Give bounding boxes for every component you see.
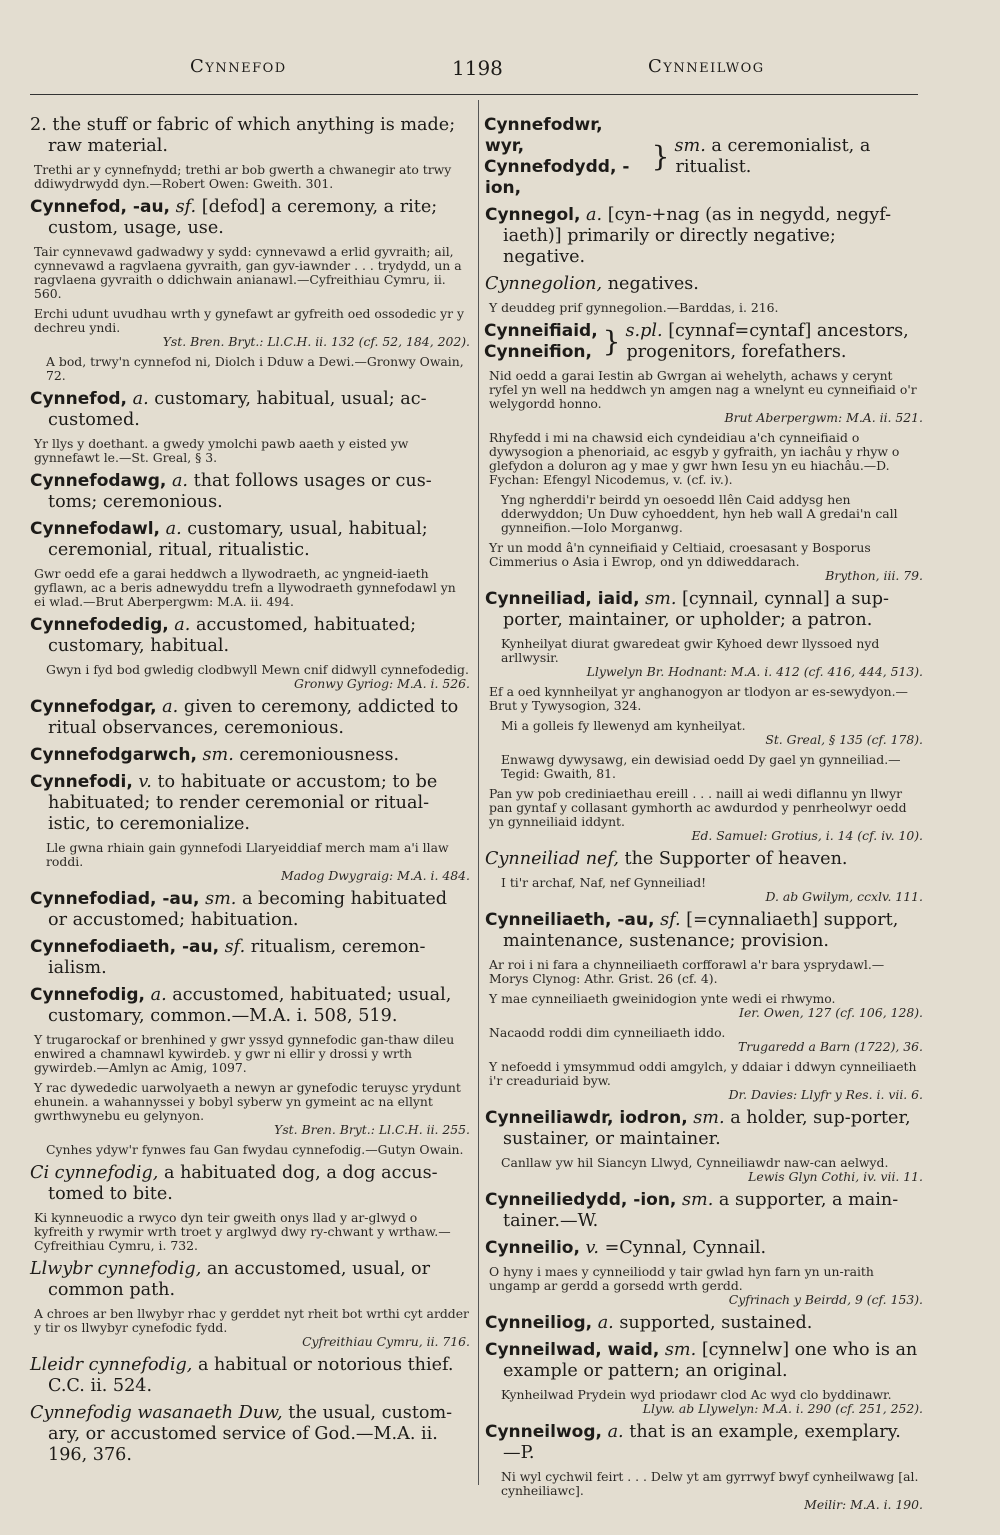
headword: Cynnefodawl,: [30, 519, 160, 539]
part-of-speech: sf.: [224, 937, 246, 957]
sense-definition: 2. the stuff or fabric of which anything is made; raw material.: [30, 115, 456, 156]
part-of-speech: sf.: [660, 910, 681, 930]
part-of-speech: a.: [150, 985, 167, 1005]
headword: Cynnefodgar,: [30, 697, 157, 717]
definition: ceremoniousness.: [239, 745, 400, 765]
citation-source: Meilir: M.A. i. 190.: [804, 1497, 923, 1512]
headword: Cynnefodiaeth, -au,: [30, 937, 220, 957]
brace-symbol: }: [602, 325, 621, 358]
verse-citation: [501, 753, 923, 781]
quotation-text: O hyny i maes y cynneiliodd y tair gwlad hyn farn yn un-raith ungamp ar gerdd a gorsedd wrth gerdd.: [489, 1264, 874, 1293]
quotation-text: Kynheilwad Prydein wyd priodawr clod Ac wyd clo byddinawr.: [501, 1387, 892, 1402]
definition: supported, sustained.: [619, 1313, 813, 1333]
definition: [cyn-+nag (as in negydd, negyf-iaeth)] primarily or directly negative; negative.: [503, 205, 892, 267]
citation: [489, 1265, 923, 1307]
definition: [cynnelw] one who is an example or pattern; an original.: [503, 1340, 918, 1381]
part-of-speech: a.: [132, 389, 149, 409]
column-divider: [478, 100, 479, 1485]
quotation-text: Ki kynneuodic a rwyco dyn teir gweith onys llad y ar-glwyd o kyfreith y rwymir wrth troet y arglwyd dwy ry-chwant y wrthaw.—Cyfreithiau Cymru, i. 732.: [34, 1210, 451, 1253]
citation: [34, 437, 470, 465]
dictionary-entry: [485, 1340, 923, 1382]
quotation-text: Ar roi i ni fara a chynneiliaeth corfforawl a'r bara ysprydawl.—Morys Clynog: Athr. Grist. 26 (cf. 4).: [489, 957, 885, 986]
citation: [489, 1060, 923, 1102]
dictionary-entry: [30, 197, 470, 239]
citation-source: Brut Aberpergwm: M.A. ii. 521.: [724, 410, 923, 425]
citation: [489, 992, 923, 1020]
right-column: [484, 115, 923, 1512]
quotation-text: Yng ngherddi'r beirdd yn oesoedd llên Caid addysg hen dderwyddon; Un Duw cyhoeddent, hyn heb wall A gredai'n call gynneifion.—Iolo Morganwg.: [501, 492, 898, 535]
verse-citation: [501, 719, 923, 747]
quotation-text: Lle gwna rhiain gain gynnefodi Llaryeiddiaf merch mam a'i llaw roddi.: [46, 840, 449, 869]
definition: a holder, sup-porter, sustainer, or maintainer.: [503, 1108, 911, 1149]
dictionary-entry: [30, 772, 470, 835]
quotation-text: Gwyn i fyd bod gwledig clodbwyll Mewn cnif didwyll cynnefodedig.: [46, 662, 469, 677]
phrase-entry: [30, 1355, 470, 1397]
quotation-text: Gwr oedd efe a garai heddwch a llywodraeth, ac yngneid-iaeth gyflawn, ac a beris adnewyddu trefn a llywodraeth gynnefodawl yn ei wlad.—Brut Aberpergwm: M.A. ii. 494.: [34, 566, 456, 609]
verse-citation: [501, 1156, 923, 1184]
citation: [489, 958, 923, 986]
part-of-speech: sm.: [664, 1340, 697, 1360]
part-of-speech: sm.: [205, 889, 237, 909]
definition: [=cynnaliaeth] support, maintenance, sustenance; provision.: [503, 910, 899, 951]
definition: a supporter, a main-tainer.—W.: [503, 1190, 899, 1231]
phrase-entry: [485, 274, 923, 295]
dictionary-entry: [485, 1190, 923, 1232]
verse-citation: [46, 355, 470, 383]
quotation-text: Y trugarockaf or brenhined y gwr yssyd gynnefodic gan-thaw dileu enwired a chamnawl kywirdeb. y gwr ni ellir y drossi y wrth gywirdeb.—Amlyn ac Amig, 1097.: [34, 1032, 455, 1075]
phrase-entry: [30, 1163, 470, 1205]
citation: [34, 245, 470, 301]
definition: a ceremonialist, a ritualist.: [675, 136, 871, 177]
headword: Cynnefodig,: [30, 985, 145, 1005]
dictionary-entry: [30, 745, 470, 766]
dictionary-entry: [30, 985, 470, 1027]
headword: Cynneilwad, waid,: [485, 1340, 660, 1360]
headword: Cynnefodawg,: [30, 471, 167, 491]
dictionary-entry: [485, 205, 923, 268]
headword: Cynnefodedig,: [30, 615, 169, 635]
phrase-entry: [30, 1403, 470, 1466]
part-of-speech: v.: [138, 772, 152, 792]
phrase: Ci cynnefodig,: [30, 1163, 159, 1183]
verse-citation: [501, 876, 923, 904]
phrase: Cynnegolion,: [485, 274, 603, 294]
phrase-entry: [485, 849, 923, 870]
verse-citation: [46, 663, 470, 691]
verse-citation: [501, 637, 923, 679]
dictionary-entry: [30, 519, 470, 561]
dictionary-entry: [30, 697, 470, 739]
citation-source: St. Greal, § 135 (cf. 178).: [765, 732, 923, 747]
quotation-text: Yr llys y doethant. a gwedy ymolchi pawb aaeth y eisted yw gynnefawt le.—St. Greal, § 3.: [34, 436, 409, 465]
part-of-speech: a.: [586, 205, 603, 225]
phrase-entry: [30, 1259, 470, 1301]
headword: Cynneiliedydd, -ion,: [485, 1190, 677, 1210]
quotation-text: Tair cynnevawd gadwadwy y sydd: cynnevawd a erlid gyvraith; ail, cynnevawd a ragvlaena gyvraith, gan gyv-iawnder . . . trydydd, un a ragvlaena gyvraith o ddichwain anianawl.—Cyfreithiau Cymru, ii. 560.: [34, 244, 462, 301]
quotation-text: Y deuddeg prif gynnegolion.—Barddas, i. 216.: [489, 300, 779, 315]
citation-source: Trugaredd a Barn (1722), 36.: [738, 1039, 923, 1054]
left-column: [30, 115, 470, 1490]
citation: [34, 163, 470, 191]
part-of-speech: a.: [174, 615, 191, 635]
verse-citation: [501, 1470, 923, 1512]
part-of-speech: sm.: [202, 745, 234, 765]
definition: the Supporter of heaven.: [624, 849, 848, 869]
citation-source: Ed. Samuel: Grotius, i. 14 (cf. iv. 10).: [691, 828, 923, 843]
citation-source: Llywelyn Br. Hodnant: M.A. i. 412 (cf. 416, 444, 513).: [586, 664, 923, 679]
quotation-text: Cynhes ydyw'r fynwes fau Gan fwydau cynnefodig.—Gutyn Owain.: [46, 1142, 464, 1157]
headword: Cynneifion,: [484, 342, 592, 362]
header-right-guide-word: Cynneilwog: [648, 56, 765, 77]
dictionary-entry: [485, 1422, 923, 1464]
quotation-text: Kynheilyat diurat gwaredeat gwir Kyhoed dewr llyssoed nyd arllwysir.: [501, 636, 880, 665]
headword: Cynnefodiad, -au,: [30, 889, 200, 909]
citation: [489, 685, 923, 713]
headword: Cynneiliawdr, iodron,: [485, 1108, 688, 1128]
definition: a habitual or notorious thief. C.C. ii. 524.: [48, 1355, 454, 1396]
citation-source: Yst. Bren. Bryt.: Ll.C.H. ii. 132 (cf. 52, 184, 202).: [162, 334, 470, 349]
citation: [489, 301, 923, 315]
headword: Cynneiliaeth, -au,: [485, 910, 655, 930]
citation-source: Yst. Bren. Bryt.: Ll.C.H. ii. 255.: [274, 1122, 470, 1137]
part-of-speech: a.: [607, 1422, 624, 1442]
definition: customary, usual, habitual; ceremonial, ritual, ritualistic.: [48, 519, 428, 560]
citation: [489, 1026, 923, 1054]
headword: Cynnegol,: [485, 205, 581, 225]
dictionary-entry: [485, 1313, 923, 1334]
definition: a becoming habituated or accustomed; habituation.: [48, 889, 448, 930]
headword: Cynneilwog,: [485, 1422, 602, 1442]
page-header: [0, 56, 1000, 92]
citation-source: Lewis Glyn Cothi, iv. vii. 11.: [748, 1169, 923, 1184]
definition: to habituate or accustom; to be habituated; to render ceremonial or ritual-istic, to ceremonialize.: [48, 772, 438, 834]
part-of-speech: sm.: [693, 1108, 725, 1128]
quotation-text: Ef a oed kynnheilyat yr anghanogyon ar tlodyon ar es-sewydyon.—Brut y Tywysogion, 324.: [489, 684, 908, 713]
quotation-text: I ti'r archaf, Naf, nef Gynneiliad!: [501, 875, 707, 890]
paired-entry: [485, 321, 923, 363]
verse-citation: [46, 841, 470, 883]
dictionary-entry: [30, 615, 470, 657]
citation: [34, 1307, 470, 1349]
part-of-speech: a.: [597, 1313, 614, 1333]
citation-source: Ier. Owen, 127 (cf. 106, 128).: [739, 1005, 923, 1020]
headword: Cynnefod, -au,: [30, 197, 171, 217]
definition: accustomed, habituated; usual, customary, common.—M.A. i. 508, 519.: [48, 985, 452, 1026]
definition: that follows usages or cus-toms; ceremonious.: [48, 471, 432, 512]
quotation-text: Ni wyl cychwil feirt . . . Delw yt am gyrrwyf bwyf cynheilwawg [al. cynheiliawc].: [501, 1469, 919, 1498]
dictionary-entry: [485, 1108, 923, 1150]
dictionary-entry: [485, 589, 923, 631]
definition: [defod] a ceremony, a rite; custom, usage, use.: [48, 197, 438, 238]
headword: Cynneilio,: [485, 1238, 580, 1258]
part-of-speech: sm.: [674, 136, 706, 156]
quotation-text: Canllaw yw hil Siancyn Llwyd, Cynneiliawdr naw-can aelwyd.: [501, 1155, 889, 1170]
part-of-speech: v.: [585, 1238, 599, 1258]
citation: [34, 1081, 470, 1137]
headword: Cynneiliog,: [485, 1313, 593, 1333]
definition: [cynnaf=cyntaf] ancestors, progenitors, forefathers.: [626, 321, 909, 362]
part-of-speech: s.pl.: [625, 321, 663, 341]
citation: [489, 541, 923, 583]
definition: negatives.: [607, 274, 699, 294]
brace-symbol: }: [651, 140, 670, 173]
citation: [489, 369, 923, 425]
verse-citation: [46, 1143, 470, 1157]
quotation-text: Y mae cynneiliaeth gweinidogion ynte wedi ei rhwymo.: [489, 991, 836, 1006]
citation-source: Brython, iii. 79.: [825, 568, 923, 583]
verse-citation: [501, 493, 923, 535]
definition: the usual, custom-ary, or accustomed service of God.—M.A. ii. 196, 376.: [48, 1403, 453, 1465]
citation-source: Cyfrinach y Beirdd, 9 (cf. 153).: [728, 1292, 923, 1307]
headword: Cynnefodwr, wyr,: [484, 115, 603, 156]
paired-entry: [485, 115, 923, 199]
quotation-text: Pan yw pob crediniaethau ereill . . . naill ai wedi diflannu yn llwyr pan gyntaf y collasant gymhorth ac awdurdod y penrheolwyr oedd yn gynneiliaid iddynt.: [489, 786, 907, 829]
citation-source: Madog Dwygraig: M.A. i. 484.: [280, 868, 470, 883]
quotation-text: Y nefoedd i ymsymmud oddi amgylch, y ddaiar i ddwyn cynneiliaeth i'r creaduriaid byw.: [489, 1059, 917, 1088]
quotation-text: Nacaodd roddi dim cynneiliaeth iddo.: [489, 1025, 726, 1040]
citation: [34, 307, 470, 349]
part-of-speech: a.: [165, 519, 182, 539]
part-of-speech: sm.: [682, 1190, 714, 1210]
definition: that is an example, exemplary. —P.: [503, 1422, 901, 1463]
headword: Cynnefodgarwch,: [30, 745, 197, 765]
dictionary-entry: [30, 937, 470, 979]
dictionary-entry: [485, 910, 923, 952]
citation: [489, 431, 923, 487]
page-number: 1198: [452, 56, 503, 80]
quotation-text: Enwawg dywysawg, ein dewisiad oedd Dy gael yn gynneiliad.—Tegid: Gwaith, 81.: [501, 752, 901, 781]
dictionary-entry: [30, 471, 470, 513]
quotation-text: Mi a golleis fy llewenyd am kynheilyat.: [501, 718, 746, 733]
quotation-text: A chroes ar ben llwybyr rhac y gerddet nyt rheit bot wrthi cyt ardder y tir os llwybyr cynefodic fydd.: [34, 1306, 469, 1335]
citation: [34, 1211, 470, 1253]
citation-source: D. ab Gwilym, ccxlv. 111.: [765, 889, 923, 904]
phrase: Cynneiliad nef,: [485, 849, 619, 869]
header-rule: [30, 94, 918, 95]
citation-source: Llyw. ab Llywelyn: M.A. i. 290 (cf. 251, 252).: [642, 1401, 923, 1416]
headword: Cynnefodydd, -ion,: [484, 157, 630, 198]
citation-source: Gronwy Gyriog: M.A. i. 526.: [294, 676, 470, 691]
dictionary-entry: [30, 889, 470, 931]
definition: given to ceremony, addicted to ritual observances, ceremonious.: [48, 697, 459, 738]
citation: [34, 567, 470, 609]
quotation-text: Nid oedd a garai Iestin ab Gwrgan ai wehelyth, achaws y cerynt ryfel yn well na heddwch yn amgen nag a wnelynt eu cynneifiaid o'r welygordd honno.: [489, 368, 917, 411]
part-of-speech: sm.: [645, 589, 677, 609]
part-of-speech: a.: [162, 697, 179, 717]
headword: Cynnefodi,: [30, 772, 133, 792]
citation: [34, 1033, 470, 1075]
dictionary-entry: [30, 389, 470, 431]
citation-source: Dr. Davies: Llyfr y Res. i. vii. 6.: [728, 1087, 923, 1102]
phrase: Lleidr cynnefodig,: [30, 1355, 193, 1375]
part-of-speech: a.: [171, 471, 189, 491]
citation-source: Cyfreithiau Cymru, ii. 716.: [302, 1334, 470, 1349]
dictionary-entry: [485, 1238, 923, 1259]
definition: a habituated dog, a dog accus-tomed to bite.: [48, 1163, 438, 1204]
part-of-speech: sf.: [175, 197, 197, 217]
headword: Cynneifiaid,: [484, 321, 598, 341]
definition: ritualism, ceremon-ialism.: [48, 937, 426, 978]
headword: Cynnefod,: [30, 389, 127, 409]
verse-citation: [501, 1388, 923, 1416]
phrase: Cynnefodig wasanaeth Duw,: [30, 1403, 283, 1423]
quotation-text: Yr un modd â'n cynneifiaid y Celtiaid, croesasant y Bosporus Cimmerius o Asia i Ewrop, ond yn ddiweddarach.: [489, 540, 871, 569]
quotation-text: Y rac dywededic uarwolyaeth a newyn ar gynefodic teruysc yrydunt ehunein. a wahannyssei y bobyl syberw yn gymeint ac na ellynt gwrthwynebu eu gelynyon.: [34, 1080, 461, 1123]
definition: accustomed, habituated; customary, habitual.: [48, 615, 417, 656]
definition: [cynnail, cynnal] a sup-porter, maintainer, or upholder; a patron.: [503, 589, 889, 630]
phrase: Llwybr cynnefodig,: [30, 1259, 202, 1279]
headword: Cynneiliad, iaid,: [485, 589, 640, 609]
definition: customary, habitual, usual; ac-customed.: [48, 389, 427, 430]
definition: an accustomed, usual, or common path.: [48, 1259, 431, 1300]
header-left-guide-word: Cynnefod: [190, 56, 287, 77]
citation: [489, 787, 923, 843]
quotation-text: Rhyfedd i mi na chawsid eich cyndeidiau a'ch cynneifiaid o dywysogion a phenoriaid, ac esgyb y gyfraith, yn iachâu y rhyw o glefydon a doluron ag y mae y gwr hwn Iesu yn eu hiachâu.—D. Fychan: Efengyl Nicodemus, v. (cf. iv.).: [489, 430, 900, 487]
quotation-text: Erchi udunt uvudhau wrth y gynefawt ar gyfreith oed ossodedic yr y dechreu yndi.: [34, 306, 464, 335]
quotation-text: A bod, trwy'n cynnefod ni, Diolch i Dduw a Dewi.—Gronwy Owain, 72.: [46, 354, 464, 383]
quotation-text: Trethi ar y cynnefnydd; trethi ar bob gwerth a chwanegir ato trwy ddiwydrwydd dyn.—Robert Owen: Gweith. 301.: [34, 162, 452, 191]
definition: =Cynnal, Cynnail.: [604, 1238, 767, 1258]
